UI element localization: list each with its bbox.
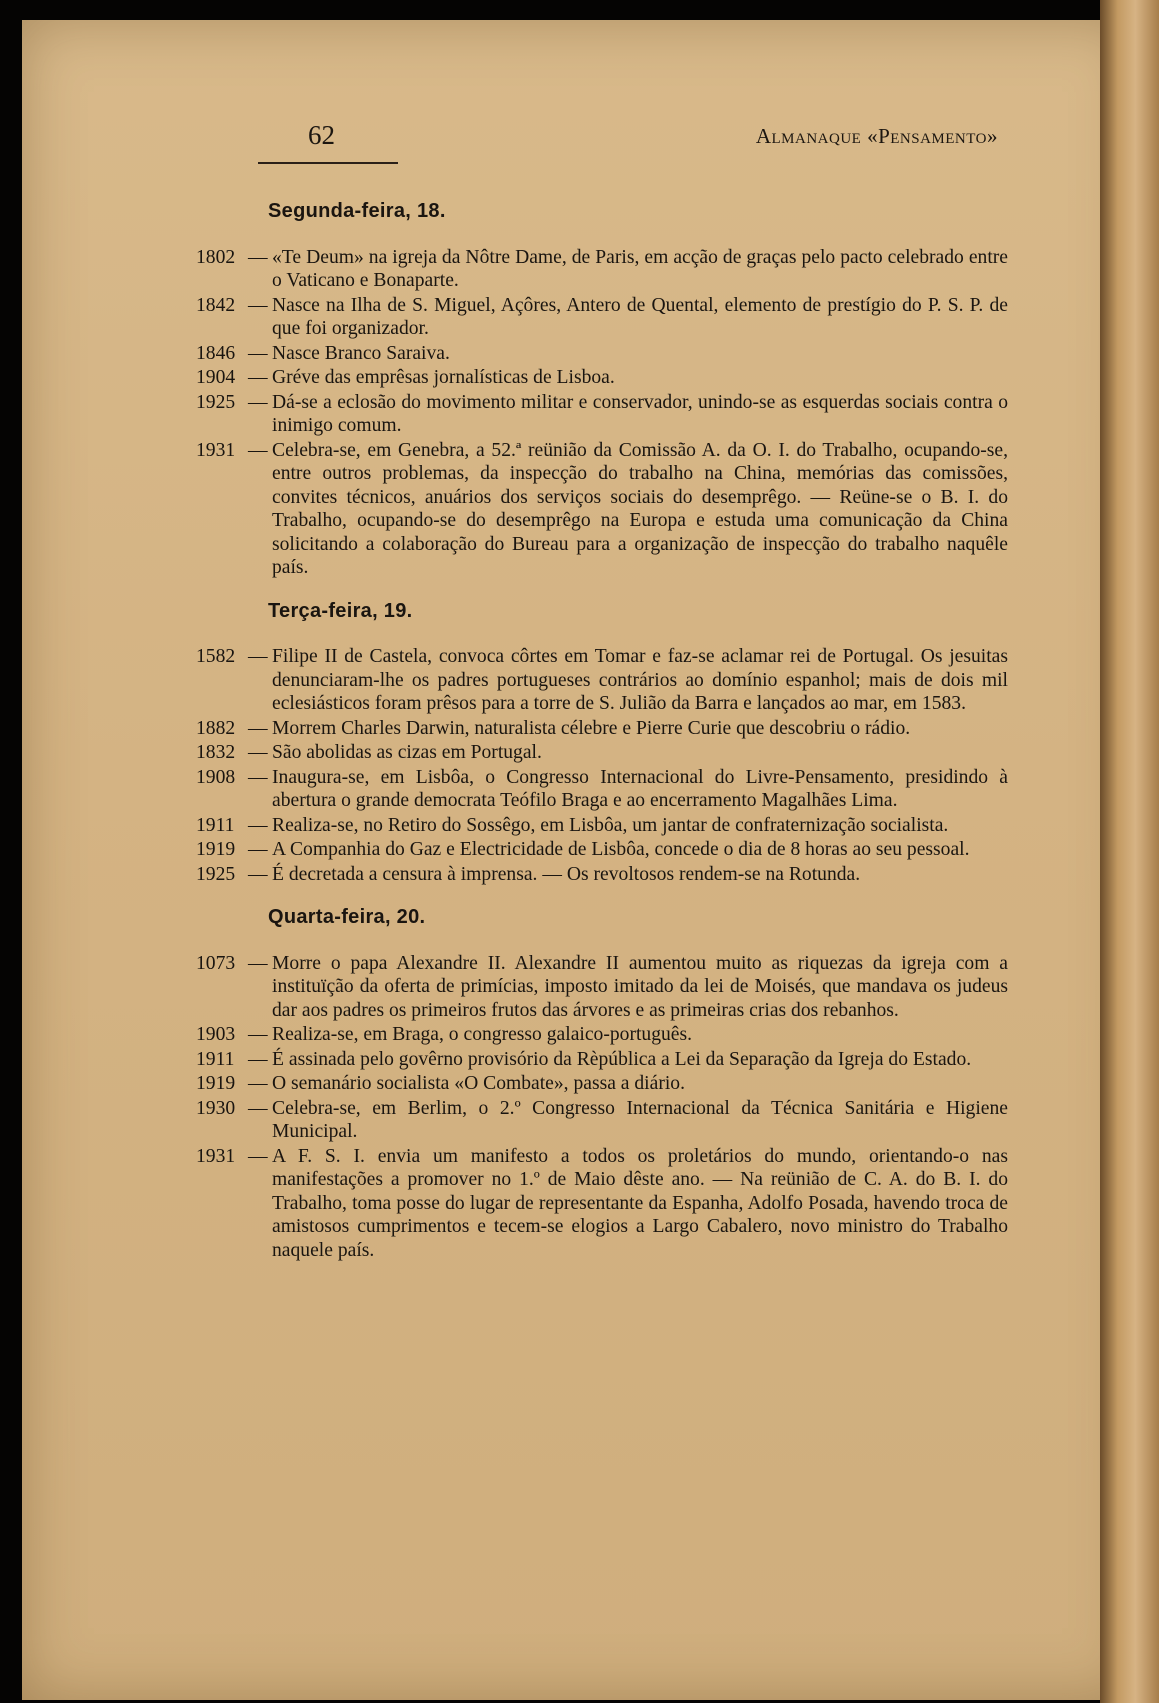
chronology-entry: 1842 — Nasce na Ilha de S. Miguel, Açôres, Antero de Quental, elemento de prestígio do P. S. P. de que foi organizador.	[196, 294, 1008, 339]
entry-text: Celebra-se, em Genebra, a 52.ª reünião da Comissão A. da O. I. do Trabalho, ocupando-se, entre outros problemas, da inspecção do trabalho na China, memórias das comissões, convites técnicos, anuários dos serviços sociais do desemprêgo. — Reüne-se o B. I. do Trabalho, ocupando-se do desemprêgo na Europa e estuda uma comunicação da China solicitando a colaboração do Bureau para a organização de inspecção do trabalho naquêle país.	[272, 439, 1008, 578]
chronology-entry: 1582 — Filipe II de Castela, convoca côrtes em Tomar e faz-se aclamar rei de Portugal. Os jesuitas denunciaram-lhe os padres portugueses contrários ao domínio espanhol; mais de dois mil eclesiásticos foram prêsos para a torre de S. Julião da Barra e lançados ao mar, em 1583.	[196, 646, 1008, 714]
chronology-entry: 1904 — Gréve das emprêsas jornalísticas de Lisboa.	[196, 366, 1008, 390]
entry-year: 1919	[196, 1073, 236, 1094]
day-heading: Segunda-feira, 18.	[268, 200, 446, 222]
entry-text: Filipe II de Castela, convoca côrtes em Tomar e faz-se aclamar rei de Portugal. Os jesuitas denunciaram-lhe os padres portugueses contrários ao domínio espanhol; mais de dois mil eclesiásticos foram prêsos para a torre de S. Julião da Barra e lançados ao mar, em 1583.	[272, 646, 1008, 714]
entry-year: 1904	[196, 367, 236, 388]
chronology-entry: 1931 — A F. S. I. envia um manifesto a todos os proletários do mundo, orientando-o nas manifestações a promover no 1.º de Maio dêste ano. — Na reünião de C. A. do B. I. do Trabalho, toma posse do lugar de representante da Espanha, Adolfo Posada, havendo troca de amistosos cumprimentos e tecem-se elogios a Largo Cabalero, novo ministro do Trabalho naquele país.	[196, 1145, 1008, 1261]
entry-text: Nasce Branco Saraiva.	[272, 342, 450, 364]
entry-year: 1073	[196, 952, 236, 974]
entry-text: Dá-se a eclosão do movimento militar e conservador, unindo-se as esquerdas sociais contra o inimigo comum.	[272, 391, 1008, 436]
entry-year: 1925	[196, 863, 236, 885]
entry-text: Morrem Charles Darwin, naturalista célebre e Pierre Curie que descobriu o rádio.	[272, 717, 911, 739]
entry-year: 1911	[196, 1048, 235, 1070]
day-section-wednesday	[196, 906, 1008, 1262]
entry-year: 1931	[196, 439, 236, 461]
page-number: 62	[308, 120, 335, 150]
book-spine	[1100, 0, 1159, 1703]
chronology-entry: 1919 — O semanário socialista «O Combate», passa a diário.	[196, 1072, 1008, 1096]
entry-year: 1931	[196, 1145, 236, 1167]
chronology-entry: 1073 — Morre o papa Alexandre II. Alexandre II aumentou muito as riquezas da igreja com a instituïção da oferta de primícias, imposto imitado da lei de Moisés, que mandava os judeus dar aos padres os primeiros frutos das árvores e as primeiras crias dos rebanhos.	[196, 952, 1008, 1021]
entry-year: 1911	[196, 814, 235, 836]
chronology-entry: 1911 — É assinada pelo govêrno provisório da Rèpública a Lei da Separação da Igreja do Estado.	[196, 1048, 1008, 1072]
entry-year: 1582	[196, 646, 236, 667]
entry-text: É assinada pelo govêrno provisório da Rèpública a Lei da Separação da Igreja do Estado.	[272, 1048, 972, 1070]
chronology-entry: 1908 — Inaugura-se, em Lisbôa, o Congresso Internacional do Livre-Pensamento, presidindo à abertura o grande democrata Teófilo Braga e ao encerramento Magalhães Lima.	[196, 766, 1008, 811]
chronology-entry: 1832 — São abolidas as cizas em Portugal.	[196, 741, 1008, 765]
entry-year: 1919	[196, 839, 236, 860]
entry-text: A F. S. I. envia um manifesto a todos os proletários do mundo, orientando-o nas manifestações a promover no 1.º de Maio dêste ano. — Na reünião de C. A. do B. I. do Trabalho, toma posse do lugar de representante da Espanha, Adolfo Posada, havendo troca de amistosos cumprimentos e tecem-se elogios a Largo Cabalero, novo ministro do Trabalho naquele país.	[272, 1145, 1008, 1261]
chronology-entry: 1930 — Celebra-se, em Berlim, o 2.º Congresso Internacional da Técnica Sanitária e Higiene Municipal.	[196, 1097, 1008, 1142]
entry-year: 1802	[196, 246, 236, 268]
day-heading: Quarta-feira, 20.	[268, 906, 426, 928]
chronology-entry: 1931 — Celebra-se, em Genebra, a 52.ª reünião da Comissão A. da O. I. do Trabalho, ocupando-se, entre outros problemas, da inspecção do trabalho na China, memórias das comissões, convites técnicos, anuários dos serviços sociais do desemprêgo. — Reüne-se o B. I. do Trabalho, ocupando-se do desemprêgo na Europa e estuda uma comunicação da China solicitando a colaboração do Bureau para a organização de inspecção do trabalho naquêle país.	[196, 439, 1008, 578]
day-heading: Terça-feira, 19.	[268, 599, 413, 622]
entry-text: «Te Deum» na igreja da Nôtre Dame, de Paris, em acção de graças pelo pacto celebrado entre o Vaticano e Bonaparte.	[272, 246, 1008, 291]
entry-text: Morre o papa Alexandre II. Alexandre II aumentou muito as riquezas da igreja com a instituïção da oferta de primícias, imposto imitado da lei de Moisés, que mandava os judeus dar aos padres os primeiros frutos das árvores e as primeiras crias dos rebanhos.	[272, 952, 1008, 1021]
chronology-entry: 1925 — É decretada a censura à imprensa. — Os revoltosos rendem-se na Rotunda.	[196, 863, 1008, 887]
page-content	[196, 200, 1008, 1282]
entry-year: 1908	[196, 766, 236, 788]
entry-text: Nasce na Ilha de S. Miguel, Açôres, Antero de Quental, elemento de prestígio do P. S. P. de que foi organizador.	[272, 294, 1008, 339]
chronology-entry: 1802 — «Te Deum» na igreja da Nôtre Dame, de Paris, em acção de graças pelo pacto celebrado entre o Vaticano e Bonaparte.	[196, 246, 1008, 291]
chronology-entry: 1911 — Realiza-se, no Retiro do Sossêgo, em Lisbôa, um jantar de confraternização socialista.	[196, 814, 1008, 838]
chronology-entry: 1882 — Morrem Charles Darwin, naturalista célebre e Pierre Curie que descobriu o rádio.	[196, 717, 1008, 741]
header-rule	[258, 162, 398, 164]
day-section-tuesday	[196, 600, 1008, 887]
entry-text: O semanário socialista «O Combate», passa a diário.	[272, 1073, 685, 1094]
entry-text: Celebra-se, em Berlim, o 2.º Congresso Internacional da Técnica Sanitária e Higiene Municipal.	[272, 1097, 1008, 1142]
entry-text: A Companhia do Gaz e Electricidade de Lisbôa, concede o dia de 8 horas ao seu pessoal.	[272, 839, 970, 860]
entry-year: 1882	[196, 717, 236, 739]
chronology-entry: 1846 — Nasce Branco Saraiva.	[196, 342, 1008, 366]
day-section-monday	[196, 200, 1008, 580]
entry-text: Realiza-se, no Retiro do Sossêgo, em Lisbôa, um jantar de confraternização socialista.	[272, 814, 949, 836]
running-title: Almanaque «Pensamento»	[755, 124, 998, 148]
entry-year: 1842	[196, 294, 236, 316]
entry-year: 1846	[196, 342, 236, 364]
entry-text: Realiza-se, em Braga, o congresso galaico-português.	[272, 1024, 693, 1045]
entry-text: Inaugura-se, em Lisbôa, o Congresso Internacional do Livre-Pensamento, presidindo à abertura o grande democrata Teófilo Braga e ao encerramento Magalhães Lima.	[272, 766, 1008, 811]
chronology-entry: 1925 — Dá-se a eclosão do movimento militar e conservador, unindo-se as esquerdas sociais contra o inimigo comum.	[196, 391, 1008, 436]
entry-text: É decretada a censura à imprensa. — Os revoltosos rendem-se na Rotunda.	[272, 863, 861, 885]
entry-year: 1930	[196, 1097, 236, 1119]
chronology-entry: 1919 — A Companhia do Gaz e Electricidade de Lisbôa, concede o dia de 8 horas ao seu pessoal.	[196, 838, 1008, 862]
entry-text: São abolidas as cizas em Portugal.	[272, 742, 542, 763]
entry-year: 1925	[196, 391, 236, 413]
chronology-entry: 1903 — Realiza-se, em Braga, o congresso galaico-português.	[196, 1023, 1008, 1047]
page-header	[258, 120, 998, 160]
entry-year: 1903	[196, 1024, 236, 1045]
entry-year: 1832	[196, 742, 236, 763]
entry-text: Gréve das emprêsas jornalísticas de Lisboa.	[272, 367, 615, 388]
